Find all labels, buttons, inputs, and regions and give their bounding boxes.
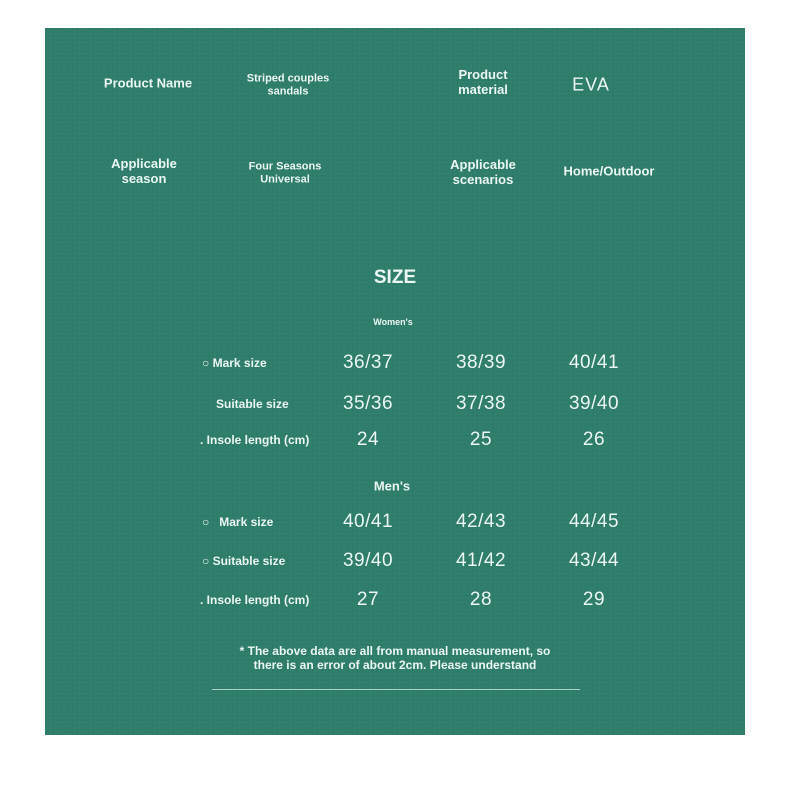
size-cell: 39/40 (342, 550, 394, 572)
product-info-panel (45, 28, 745, 735)
size-title: SIZE (373, 267, 417, 289)
size-cell: 29 (582, 589, 606, 611)
material-label: Product material (458, 67, 508, 97)
size-cell: 28 (469, 589, 493, 611)
size-cell: 38/39 (455, 352, 507, 374)
size-cell: 37/38 (455, 393, 507, 415)
row-label: ○ Suitable size (202, 554, 286, 568)
size-cell: 41/42 (455, 550, 507, 572)
season-value: Four Seasons Universal (248, 160, 322, 185)
row-label: ○ Mark size (202, 515, 274, 529)
scenarios-label: Applicable scenarios (450, 157, 516, 187)
material-value: EVA (572, 74, 610, 95)
scenarios-value: Home/Outdoor (563, 163, 655, 179)
measurement-note: * The above data are all from manual measurement, so there is an error of about 2cm. Please understand (239, 644, 551, 672)
size-cell: 42/43 (455, 511, 507, 533)
size-cell: 39/40 (568, 393, 620, 415)
size-cell: 40/41 (342, 511, 394, 533)
product-name-value: Striped couples sandals (246, 72, 330, 97)
size-cell: 44/45 (568, 511, 620, 533)
divider (212, 689, 580, 690)
row-label: ○ Mark size (202, 356, 267, 370)
size-cell: 40/41 (568, 352, 620, 374)
season-label: Applicable season (111, 156, 177, 186)
womens-heading: Women's (373, 316, 413, 327)
row-label: Suitable size (216, 397, 289, 411)
size-cell: 35/36 (342, 393, 394, 415)
product-name-label: Product Name (103, 75, 193, 91)
size-cell: 43/44 (568, 550, 620, 572)
size-cell: 26 (582, 429, 606, 451)
size-cell: 24 (356, 429, 380, 451)
row-label: . Insole length (cm) (200, 593, 310, 607)
row-label: . Insole length (cm) (200, 433, 310, 447)
mens-heading: Men's (373, 478, 411, 494)
size-cell: 27 (356, 589, 380, 611)
size-cell: 36/37 (342, 352, 394, 374)
size-cell: 25 (469, 429, 493, 451)
